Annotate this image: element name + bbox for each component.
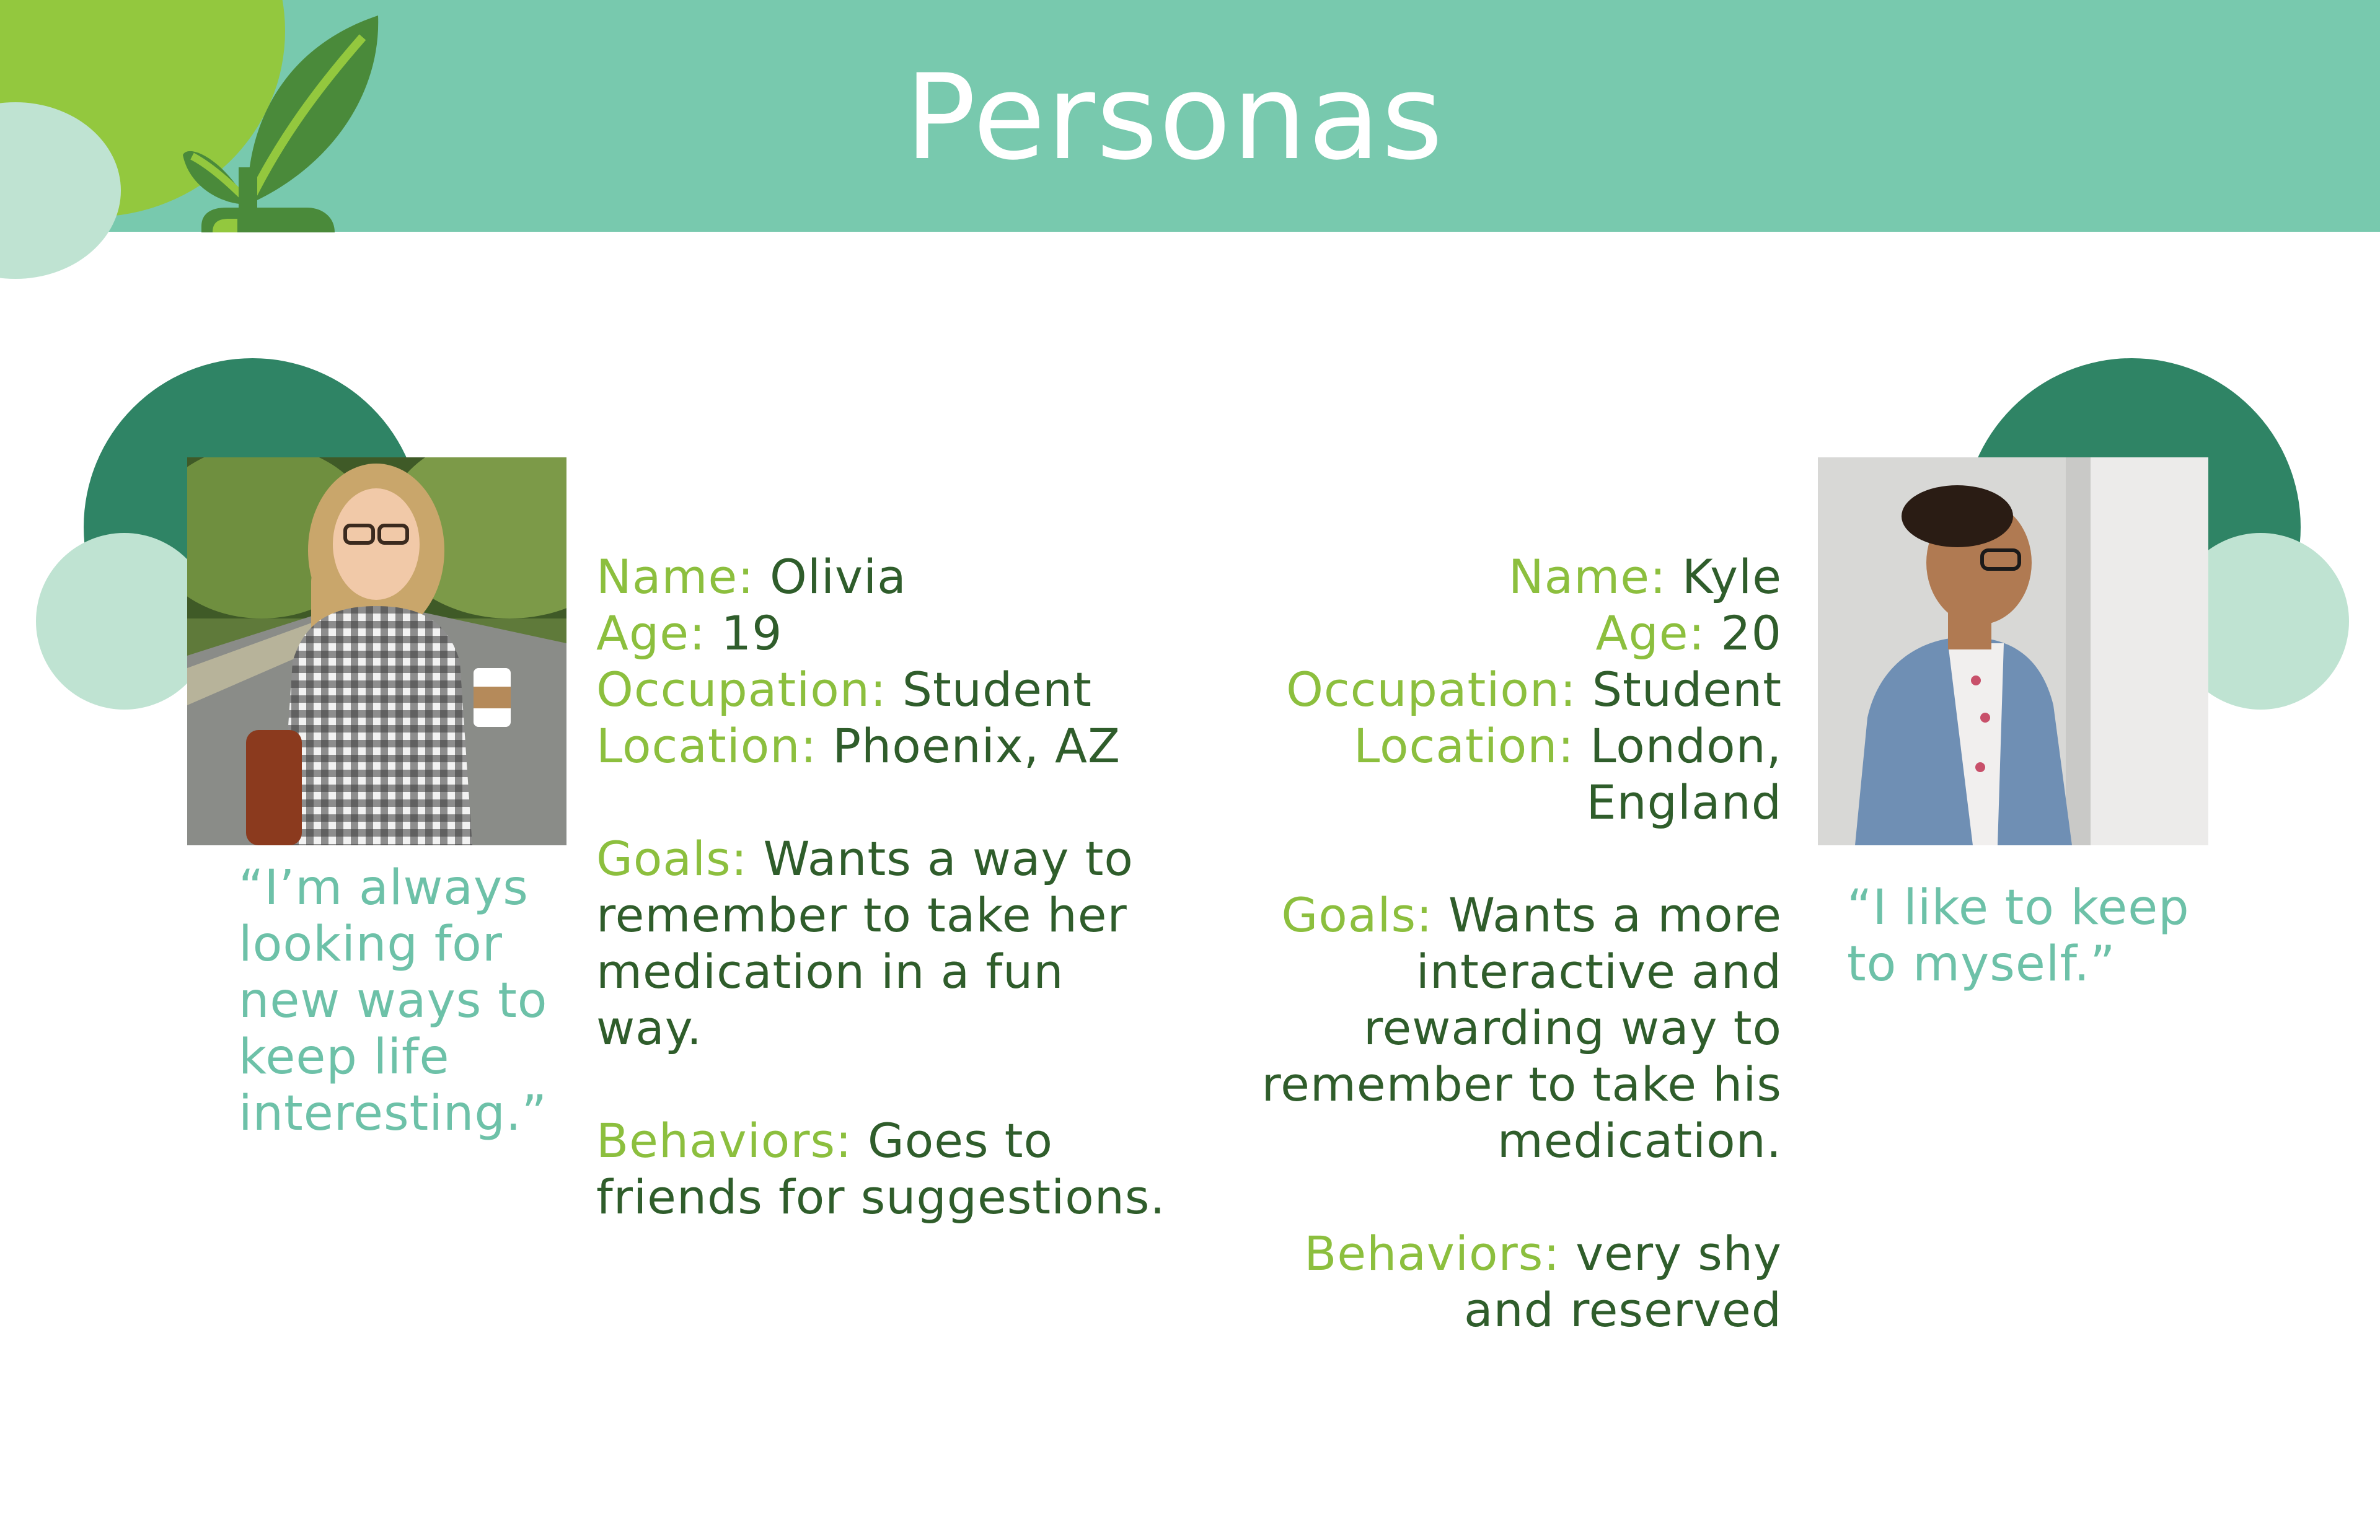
name-value: Olivia	[770, 549, 907, 604]
persona-goals	[1215, 887, 1782, 1169]
persona-basics	[596, 548, 1166, 774]
persona-info-olivia	[596, 548, 1166, 1225]
location-value: Phoenix, AZ	[832, 718, 1121, 773]
name-value: Kyle	[1681, 549, 1782, 604]
persona-quote: “I like to keep to myself.”	[1847, 880, 2190, 992]
persona-goals	[596, 830, 1166, 1056]
behaviors-value: very shy and reserved	[1463, 1226, 1782, 1337]
name-label: Name:	[1508, 549, 1667, 604]
goals-value: Wants a more interactive and rewarding way to remember to take his medication.	[1261, 887, 1782, 1168]
occupation-value: Student	[902, 662, 1092, 717]
persona-behaviors	[596, 1112, 1166, 1225]
goals-label: Goals:	[1281, 887, 1433, 943]
location-label: Location:	[1354, 718, 1575, 773]
age-label: Age:	[1595, 605, 1706, 661]
location-value: London, England	[1586, 718, 1782, 830]
age-value: 20	[1721, 605, 1782, 661]
name-label: Name:	[596, 549, 754, 604]
persona-behaviors	[1215, 1225, 1782, 1338]
persona-info-kyle	[1215, 548, 1782, 1338]
persona-photo-kyle	[1818, 457, 2208, 845]
age-label: Age:	[596, 605, 706, 661]
persona-photo-olivia	[187, 457, 566, 845]
decor-circle-light	[36, 533, 213, 710]
behaviors-label: Behaviors:	[1304, 1226, 1560, 1281]
page-title: Personas	[905, 49, 1444, 186]
location-label: Location:	[596, 718, 818, 773]
occupation-label: Occupation:	[1286, 662, 1577, 717]
occupation-value: Student	[1592, 662, 1782, 717]
behaviors-value: Goes to friends for suggestions.	[596, 1113, 1166, 1225]
goals-label: Goals:	[596, 831, 748, 886]
persona-quote: “I’m always looking for new ways to keep life interesting.”	[239, 860, 548, 1142]
age-value: 19	[721, 605, 783, 661]
goals-value: Wants a way to remember to take her medication in a fun way.	[596, 831, 1134, 1055]
persona-basics	[1215, 548, 1782, 830]
behaviors-label: Behaviors:	[596, 1113, 852, 1168]
occupation-label: Occupation:	[596, 662, 887, 717]
